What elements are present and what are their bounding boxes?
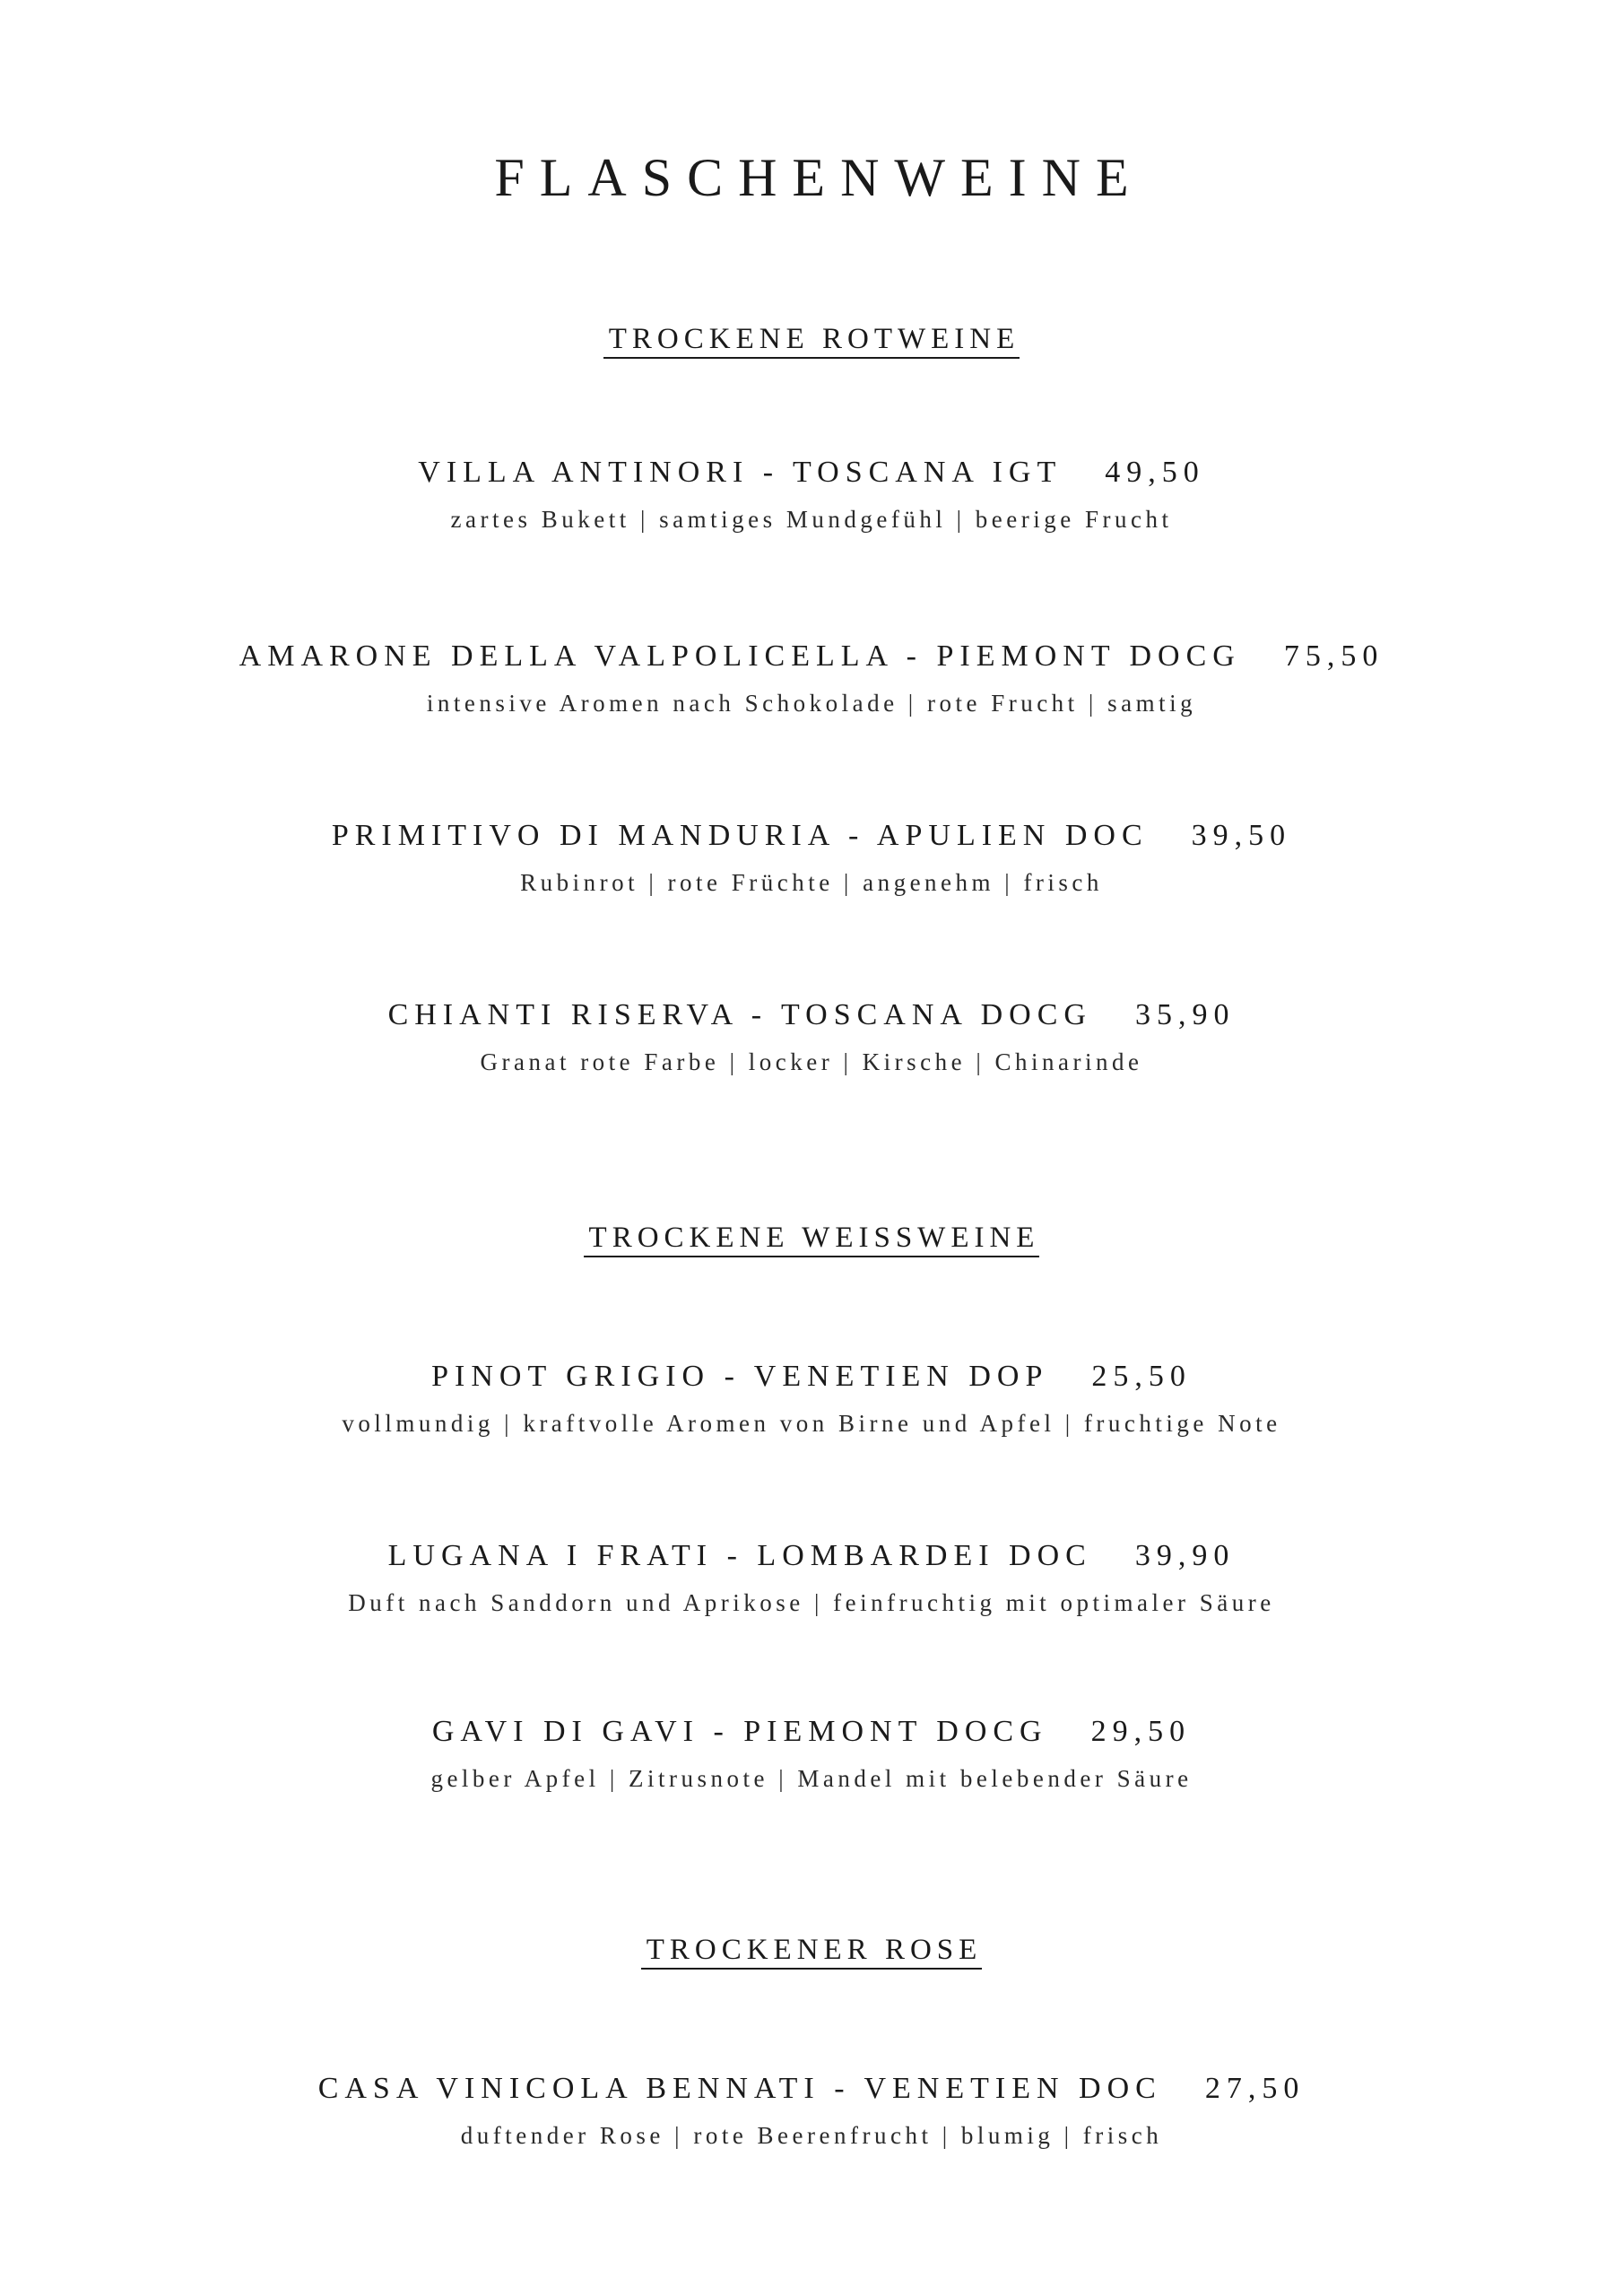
wine-price: 49,50 — [1105, 456, 1205, 489]
wine-name: GAVI DI GAVI - PIEMONT DOCG — [431, 1715, 1048, 1748]
wine-description: zartes Bukett | samtiges Mundgefühl | beerige Frucht — [450, 506, 1173, 533]
wine-description: gelber Apfel | Zitrusnote | Mandel mit belebender Säure — [430, 1765, 1193, 1792]
wine-description: Duft nach Sanddorn und Aprikose | feinfruchtig mit optimaler Säure — [348, 1589, 1275, 1616]
wine-item — [0, 1361, 1623, 1436]
wine-description: duftender Rose | rote Beerenfrucht | blumig | frisch — [460, 2122, 1163, 2149]
page-title: FLASCHENWEINE — [494, 148, 1144, 207]
wine-name: CASA VINICOLA BENNATI - VENETIEN DOC — [317, 2072, 1162, 2105]
wine-name: LUGANA I FRATI - LOMBARDEI DOC — [387, 1539, 1092, 1572]
wine-name: PINOT GRIGIO - VENETIEN DOP — [431, 1360, 1049, 1393]
wine-name: VILLA ANTINORI - TOSCANA IGT — [418, 456, 1063, 489]
wine-name: PRIMITIVO DI MANDURIA - APULIEN DOC — [331, 819, 1149, 852]
wine-item — [0, 1541, 1623, 1615]
wine-item — [0, 641, 1623, 716]
wine-price: 27,50 — [1204, 2072, 1306, 2105]
wine-price: 39,50 — [1191, 819, 1292, 852]
section-heading-white: TROCKENE WEISSWEINE — [0, 1223, 1623, 1257]
wine-price: 39,90 — [1134, 1539, 1236, 1572]
wine-price: 35,90 — [1134, 998, 1236, 1031]
wine-item — [0, 457, 1623, 532]
wine-price: 25,50 — [1091, 1360, 1192, 1393]
wine-item — [0, 2074, 1623, 2148]
wine-description: Granat rote Farbe | locker | Kirsche | Chinarinde — [480, 1048, 1143, 1075]
section-heading-rose: TROCKENER ROSE — [0, 1935, 1623, 1970]
wine-name: AMARONE DELLA VALPOLICELLA - PIEMONT DOCG — [239, 639, 1241, 673]
wine-price: 29,50 — [1090, 1715, 1192, 1748]
wine-name: CHIANTI RISERVA - TOSCANA DOCG — [387, 998, 1092, 1031]
wine-item — [0, 1717, 1623, 1791]
wine-item — [0, 1000, 1623, 1074]
section-heading-red: TROCKENE ROTWEINE — [0, 325, 1623, 359]
wine-description: vollmundig | kraftvolle Aromen von Birne und Apfel | fruchtige Note — [342, 1410, 1281, 1437]
wine-description: Rubinrot | rote Früchte | angenehm | frisch — [520, 869, 1103, 896]
wine-description: intensive Aromen nach Schokolade | rote Frucht | samtig — [426, 690, 1197, 717]
wine-price: 75,50 — [1283, 639, 1384, 673]
wine-item — [0, 821, 1623, 895]
